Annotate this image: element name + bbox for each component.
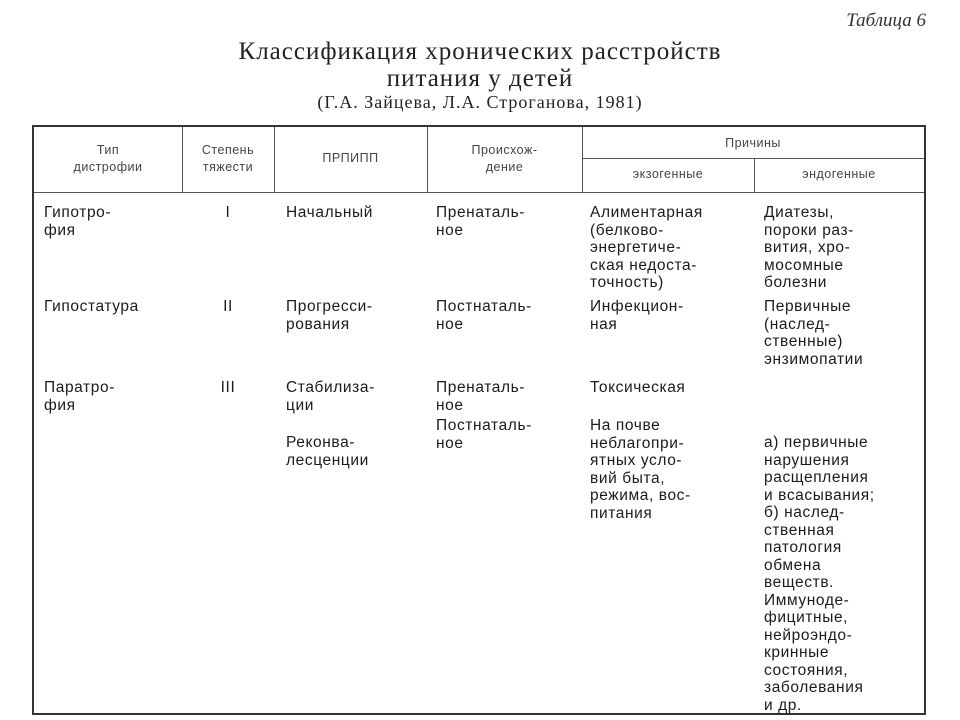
header-period: ПРПИПП	[322, 151, 379, 165]
cell-origin: Постнаталь- ное	[436, 298, 532, 333]
cell-origin: Пренаталь- ное	[436, 379, 526, 414]
cell-origin: Пренаталь- ное	[436, 204, 526, 239]
header-causes: Причины	[725, 136, 781, 150]
header-severity: Степень тяжести	[201, 143, 255, 174]
classification-table	[32, 125, 926, 715]
cell-type: Паратро- фия	[44, 379, 115, 414]
table-title: Классификация хронических расстройств	[238, 38, 722, 65]
cell-exogenous: На почве неблагопри- ятных усло- вий быта, режима, вос- питания	[590, 417, 691, 522]
cell-type: Гипостатура	[44, 298, 139, 315]
cell-endogenous: Первичные (наслед- ственные) энзимопатии	[764, 298, 864, 368]
cell-exogenous: Алиментарная (белково- энергетиче- ская недоста- точность)	[590, 204, 703, 291]
table-source: (Г.А. Зайцева, Л.А. Строганова, 1981)	[317, 92, 643, 112]
cell-type: Гипотро- фия	[44, 204, 112, 239]
cell-exogenous: Инфекцион- ная	[590, 298, 684, 333]
cell-period: Прогресси- рования	[286, 298, 373, 333]
header-origin: Происхож- дение	[471, 143, 538, 174]
cell-endogenous: а) первичные нарушения расщепления и всасывания; б) наслед- ственная патология обмена веществ. Иммунодe- фицитные, нейроэндо- кринные состояния, заболевания и др.	[764, 434, 875, 714]
cell-period: Реконва- лесценции	[286, 434, 369, 469]
cell-period: Стабилиза- ции	[286, 379, 375, 414]
cell-severity: III	[220, 379, 236, 396]
cell-period: Начальный	[286, 204, 374, 221]
header-exogenous: экзогенные	[632, 167, 704, 181]
cell-endogenous: Диатезы, пороки раз- вития, хро- мосомные болезни	[764, 204, 854, 291]
causes-subheader-border	[582, 158, 924, 159]
table-number: Таблица 6	[846, 10, 926, 31]
cell-severity: I	[225, 204, 231, 221]
cell-exogenous: Токсическая	[590, 379, 686, 396]
header-type: Тип дистрофии	[73, 143, 143, 174]
cell-origin: Постнаталь- ное	[436, 417, 532, 452]
header-bottom-border	[34, 192, 924, 193]
cell-severity: II	[223, 298, 233, 315]
table-title-line2: питания у детей	[386, 65, 574, 92]
header-endogenous: эндогенные	[802, 167, 876, 181]
